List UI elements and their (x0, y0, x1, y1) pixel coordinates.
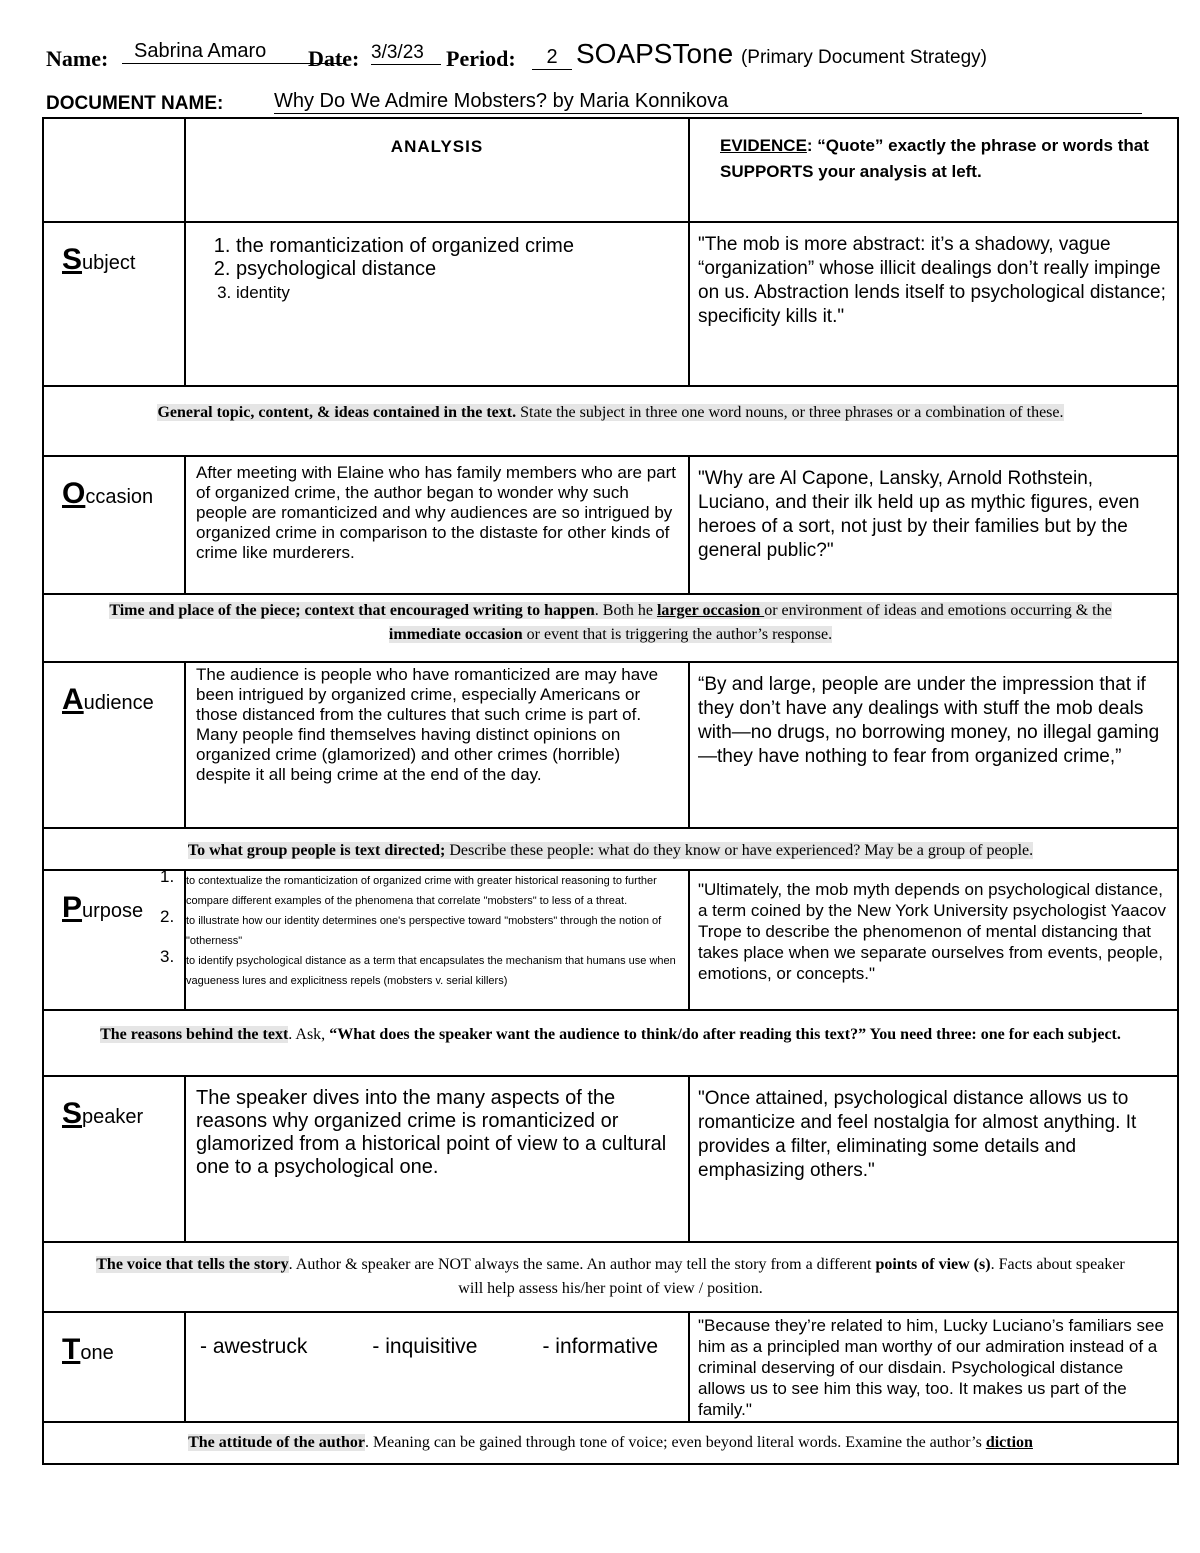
name-field[interactable]: Sabrina Amaro (122, 40, 346, 64)
speaker-guide-bold: The voice that tells the story (96, 1256, 289, 1273)
purpose-item-number: 3. (160, 947, 175, 966)
audience-letter: A (62, 683, 84, 716)
subject-letter: S (62, 243, 83, 276)
speaker-evidence[interactable]: "Once attained, psychological distance allows us to romanticize and feel nostalgia for almost anything. It provides a filter, eliminating some details and emphasizing others." (689, 1076, 1178, 1242)
speaker-letter: S (62, 1097, 83, 1130)
occasion-guide-bold: Time and place of the piece; context that encouraged writing to happen (109, 602, 595, 619)
speaker-guide-text-2: . Facts about speaker will help assess his/her point of view / position. (458, 1256, 1125, 1297)
subject-guide-row (43, 386, 1178, 456)
purpose-item-text: to contextualize the romanticization of organized crime with greater historical reasoning to further compare different examples of the phenomena that correlate "mobsters" to less of a threat. (186, 875, 657, 907)
purpose-item-number: 2. (160, 907, 175, 926)
period-field[interactable]: 2 (532, 46, 572, 70)
header-blank-cell (43, 118, 185, 222)
speaker-guide-text: . Author & speaker are NOT always the same. An author may tell the story from a different (288, 1256, 876, 1273)
audience-guide (43, 828, 1178, 870)
audience-row (43, 662, 1178, 828)
audience-guide-text: Describe these people: what do they know or have experienced? May be a group of people. (445, 842, 1034, 859)
speaker-label (43, 1076, 185, 1242)
subject-list (236, 235, 678, 304)
subject-evidence[interactable]: "The mob is more abstract: it’s a shadowy, vague “organization” whose illicit dealings don’t really impinge on us. Abstraction lends itself to psychological distance; specificity kills it." (689, 222, 1178, 386)
tone-label (43, 1312, 185, 1422)
tone-evidence[interactable]: "Because they’re related to him, Lucky Luciano’s familiars see him as a principled man worthy of our admiration instead of a criminal deserving of our disdain. Psychological distance allows us to see him this way, too. It makes us part of the family." (689, 1312, 1178, 1422)
tone-letter: T (62, 1333, 81, 1366)
purpose-guide-bold-2: “What does the speaker want the audience to think/do after reading this text?” You need three: one for each subject. (329, 1026, 1121, 1043)
purpose-item (160, 947, 684, 991)
occasion-guide-text-3: or event that is triggering the author’s response. (522, 626, 833, 643)
tone-guide-bold: The attitude of the author (188, 1434, 365, 1451)
document-name-field[interactable]: Why Do We Admire Mobsters? by Maria Konnikova (274, 90, 1142, 114)
occasion-guide-row (43, 594, 1178, 662)
audience-label (43, 662, 185, 828)
header-row (43, 118, 1178, 222)
analysis-header: ANALYSIS (185, 118, 689, 222)
audience-evidence[interactable]: “By and large, people are under the impression that if they don’t have any dealings with stuff the mob deals with—no drugs, no borrowing money, no illegal gaming—they have nothing to fear from organized crime,” (689, 662, 1178, 828)
purpose-item (160, 867, 684, 911)
purpose-analysis[interactable] (160, 867, 689, 1010)
speaker-row (43, 1076, 1178, 1242)
purpose-list (160, 867, 684, 991)
subject-label (43, 222, 185, 386)
purpose-item (160, 907, 684, 951)
evidence-header-underlined: EVIDENCE (720, 136, 807, 155)
purpose-evidence[interactable]: "Ultimately, the mob myth depends on psychological distance, a term coined by the New York University psychologist Yaacov Trope to describe the phenomenon of mental distancing that takes place when we separate ourselves from events, people, emotions, or concepts." (689, 870, 1178, 1010)
audience-analysis[interactable]: The audience is people who have romanticized are may have been intrigued by organized crime, especially Americans or those distanced from the cultures that such crime is part of. Many people find themselves having distinct opinions on organized crime (glamorized) and other crimes (horrible) despite it all being crime at the end of the day. (185, 662, 689, 828)
evidence-header-text: : “Quote” exactly the phrase or words that SUPPORTS your analysis at left. (720, 136, 1149, 181)
subject-item: 1. the romanticization of organized crime (236, 235, 678, 258)
occasion-letter: O (62, 477, 86, 510)
date-field[interactable]: 3/3/23 (371, 42, 441, 65)
purpose-item-number: 1. (160, 867, 175, 886)
purpose-guide-bold: The reasons behind the text (100, 1026, 289, 1043)
tone-guide-text: . Meaning can be gained through tone of voice; even beyond literal words. Examine the author’s (364, 1434, 986, 1451)
speaker-guide-row (43, 1242, 1178, 1312)
subject-guide (43, 386, 1178, 456)
subject-item: 3. identity (236, 281, 678, 304)
date-label: Date: (308, 46, 360, 71)
soapstone-table (42, 117, 1179, 1465)
tone-guide-underlined: diction (985, 1434, 1033, 1451)
subject-guide-text: State the subject in three one word nouns, or three phrases or a combination of these. (516, 404, 1064, 421)
purpose-row (43, 870, 1178, 1010)
purpose-guide-text: . Ask, (288, 1026, 330, 1043)
occasion-analysis[interactable]: After meeting with Elaine who has family members who are part of organized crime, the author began to wonder why such people are romanticized and why audiences are so intrigued by organized crime in comparison to the distaste for other kinds of crime like murderers. (185, 456, 689, 594)
audience-guide-row (43, 828, 1178, 870)
occasion-guide (43, 594, 1178, 662)
purpose-item-text: to identify psychological distance as a term that encapsulates the mechanism that humans use when vagueness lures and explicitness repels (mobsters v. serial killers) (186, 955, 676, 987)
purpose-guide-row (43, 1010, 1178, 1076)
tone-word: - awestruck (200, 1335, 308, 1358)
header-line (46, 36, 1176, 76)
tone-words (186, 1313, 688, 1359)
tone-word: - inquisitive (372, 1335, 478, 1358)
occasion-guide-text: . Both he (594, 602, 657, 619)
purpose-letter: P (62, 891, 83, 924)
tone-guide-row (43, 1422, 1178, 1464)
tone-guide (43, 1422, 1178, 1464)
subject-row (43, 222, 1178, 386)
speaker-analysis[interactable]: The speaker dives into the many aspects of the reasons why organized crime is romanticized or glamorized from a historical point of view to a cultural one to a psychological one. (185, 1076, 689, 1242)
occasion-guide-underlined: larger occasion (656, 602, 765, 619)
purpose-item-text: to illustrate how our identity determines one's perspective toward "mobsters" through the notion of "otherness" (186, 915, 662, 947)
occasion-label-rest: ccasion (85, 486, 154, 508)
occasion-guide-text-2: or environment of ideas and emotions occurring & the (764, 602, 1112, 619)
occasion-label (43, 456, 185, 594)
speaker-label-rest: peaker (82, 1106, 144, 1128)
tone-label-rest: one (80, 1342, 114, 1364)
period-label: Period: (446, 46, 516, 71)
tone-analysis[interactable] (185, 1312, 689, 1422)
audience-guide-bold: To what group people is text directed; (187, 842, 446, 859)
subject-label-rest: ubject (82, 252, 136, 274)
subject-analysis[interactable] (185, 222, 689, 386)
tone-row (43, 1312, 1178, 1422)
name-label: Name: (46, 46, 109, 71)
speaker-guide-bold-2: points of view (s) (875, 1256, 991, 1273)
subject-item: 2. psychological distance (236, 258, 678, 281)
purpose-label-rest: urpose (82, 900, 144, 922)
document-name-label: DOCUMENT NAME: (46, 93, 224, 114)
subject-guide-bold: General topic, content, & ideas contained in the text. (157, 404, 517, 421)
document-name-line (46, 90, 1146, 120)
purpose-guide (43, 1010, 1178, 1076)
strategy-title (576, 38, 987, 70)
occasion-row (43, 456, 1178, 594)
tone-word: - informative (542, 1335, 658, 1358)
audience-label-rest: udience (83, 692, 154, 714)
strategy-subtitle: (Primary Document Strategy) (740, 47, 987, 68)
evidence-header (689, 118, 1178, 222)
strategy-title-text: SOAPSTone (576, 38, 734, 69)
occasion-evidence[interactable]: "Why are Al Capone, Lansky, Arnold Rothstein, Luciano, and their ilk held up as mythic figures, even heroes of a sort, not just by their families but by the general public?" (689, 456, 1178, 594)
speaker-guide (43, 1242, 1178, 1312)
occasion-guide-bold-2: immediate occasion (388, 626, 523, 643)
purpose-label (43, 870, 185, 1010)
